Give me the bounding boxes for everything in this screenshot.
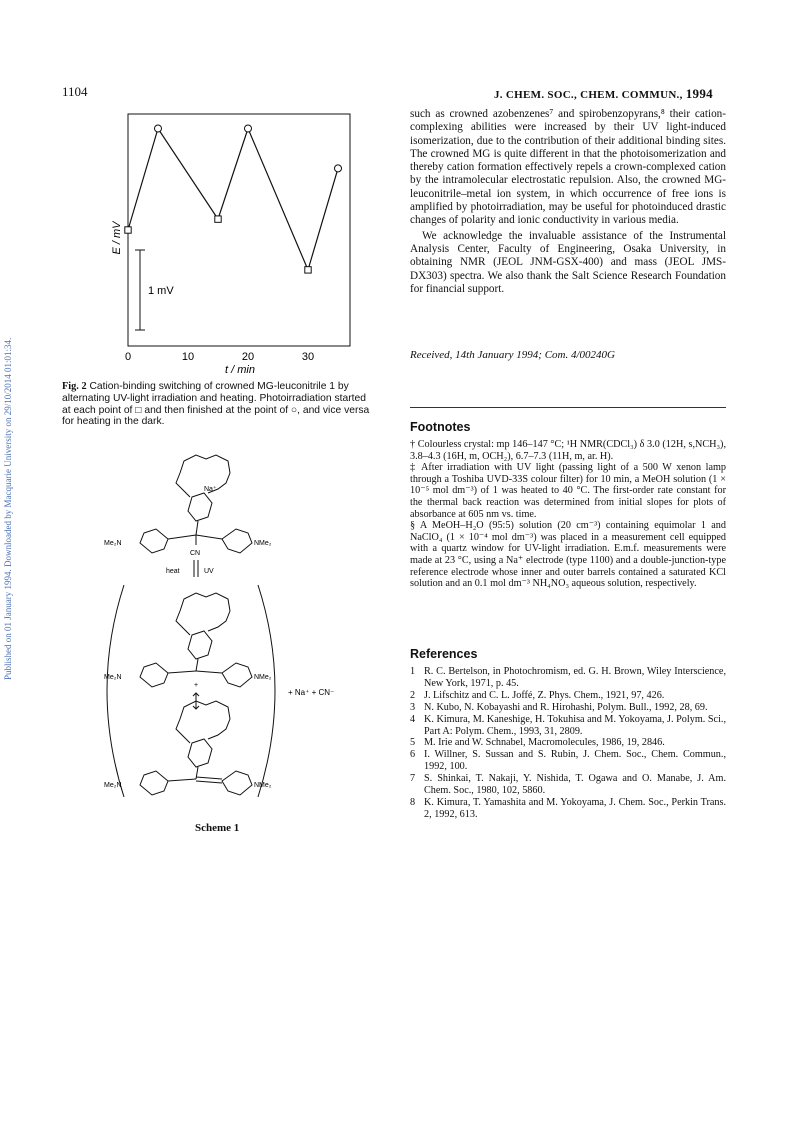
x-axis-label: t / min	[225, 364, 255, 376]
acknowledgement-paragraph: We acknowledge the invaluable assistance of the Instrumental Analysis Center, Faculty of Engineering, Osaka University, in obtaining NMR (JEOL JNM-GSX-400) and mass (JEOL JMS-DX303) spectra. We also thank the Salt Science Research Foundation for financial support.	[410, 229, 726, 295]
references-list	[410, 666, 726, 821]
circle-marker	[335, 165, 342, 172]
body-paragraph-1: such as crowned azobenzenes⁷ and spirobenzopyrans,⁸ their cation-complexing abilities were increased by their UV light-induced isomerization, due to the contribution of their additional binding sites. The crowned MG is quite different in that the photoisomerization and thereby cation formation effectively repels a crown-complexed cation by the intramolecular electrostatic repulsion. Also, the crowned MG-leuconitrile–metal ion system, in which occurrence of free ions is amplified by photoirradiation, may be useful for photoinduced drastic changes of polarity and ionic conductivity in various media.	[410, 108, 726, 227]
dimethylamino-right-label: NMe₂	[254, 540, 272, 547]
potential-series-line	[128, 129, 338, 270]
uv-label: UV	[204, 568, 214, 575]
cation-charge-label: +	[194, 682, 199, 689]
right-bracket	[258, 585, 275, 797]
y-axis-label: E / mV	[111, 221, 123, 255]
footnotes-heading: Footnotes	[410, 420, 471, 434]
plot-frame	[128, 114, 350, 346]
footnote-dagger: † Colourless crystal: mp 146–147 °C; ¹H NMR(CDCl₃) δ 3.0 (12H, s,NCH₃), 3.8–4.3 (16H, m, OCH₂), 6.7–7.3 (11H, m, ar. H).	[410, 439, 726, 462]
footnote-section: § A MeOH–H₂O (95:5) solution (20 cm⁻³) containing equimolar 1 and NaClO₄ (1 × 10⁻⁴ mol dm⁻³) was placed in a measurement cell equipped with a quartz window for UV-light irradiation. E.m.f. measurements were made at 23 °C, using a Na⁺ electrode (type 1100) and a double-junction-type reference electrode whose inner and outer barrels contained a saturated KCl solution and an 0.1 mol dm⁻³ NH₄NO₃ aqueous solution, respectively.	[410, 520, 726, 590]
x-ticks	[125, 351, 314, 363]
dimethyliminium-right-label: NMe₂	[254, 782, 272, 789]
body-text	[410, 108, 726, 296]
scheme-1-structures	[80, 425, 380, 817]
received-line: Received, 14th January 1994; Com. 4/00240G	[410, 349, 615, 361]
heat-uv-equilibrium-arrows	[194, 560, 198, 577]
heat-label: heat	[166, 568, 180, 575]
na-ion-label: Na⁺	[204, 486, 217, 493]
reference-item: 5 M. Irie and W. Schnabel, Macromolecules, 1986, 19, 2846.	[410, 737, 665, 749]
circle-marker	[155, 125, 162, 132]
caption-label: Fig. 2	[62, 381, 87, 392]
cyano-label: CN	[190, 550, 201, 557]
series-markers	[125, 125, 342, 273]
figure-caption	[62, 381, 370, 428]
crown-ether-na-complex	[176, 455, 230, 521]
reference-item: 8 K. Kimura, T. Yamashita and M. Yokoyama, J. Chem. Soc., Perkin Trans. 2, 1992, 613.	[410, 796, 726, 820]
left-bracket	[107, 585, 124, 797]
x-tick-label: 10	[181, 351, 195, 363]
circle-marker	[245, 125, 252, 132]
footnote-double-dagger: ‡ After irradiation with UV light (passing light of a 500 W xenon lamp through a Toshiba UVD-33S colour filter) for 10 min, a MeOH solution (1 × 10⁻⁵ mol dm⁻³) of 1 was heated to 40 °C. The first-order rate constant for the thermal back reaction was determined from initial slopes for plots of absorbance at 605 nm vs. time.	[410, 462, 726, 520]
journal-header	[494, 86, 713, 102]
reference-item: 4 K. Kimura, M. Kaneshige, H. Tokuhisa and M. Yokoyama, J. Polym. Sci., Part A: Polym. Chem., 1993, 31, 2809.	[410, 713, 726, 737]
dimethylamino-left-label-3: Me₂N	[104, 782, 122, 789]
download-watermark: Published on 01 January 1994. Downloaded by Macquarie University on 29/10/2014 01:01:34.	[3, 337, 13, 680]
x-tick-label: 20	[241, 351, 255, 363]
reference-item: 6 I. Willner, S. Sussan and S. Rubin, J. Chem. Soc., Chem. Commun., 1992, 100.	[410, 749, 726, 773]
section-divider	[410, 407, 726, 408]
references-heading: References	[410, 647, 478, 661]
reference-item: 3 N. Kubo, N. Kobayashi and R. Hirohashi, Polym. Bull., 1992, 28, 69.	[410, 701, 708, 713]
crown-ether-middle	[140, 593, 252, 687]
dimethylamino-left-label: Me₂N	[104, 540, 122, 547]
journal-name: J. CHEM. SOC., CHEM. COMMUN.,	[494, 89, 683, 101]
dimethylamino-right-label-2: NMe₂	[254, 674, 272, 681]
reference-item: 2 J. Lifschitz and C. L. Joffé, Z. Phys. Chem., 1921, 97, 426.	[410, 689, 665, 701]
caption-text: Cation-binding switching of crowned MG-leuconitrile 1 by alternating UV-light irradiation and heating. Photoirradiation started at each point of □ and then finished at the point of ○, and vice versa for heating in the dark.	[62, 381, 370, 428]
dimethylamino-left-label-2: Me₂N	[104, 674, 122, 681]
x-tick-label: 0	[124, 351, 132, 363]
square-marker	[305, 267, 311, 273]
x-tick-label: 30	[301, 351, 315, 363]
fig2-chart	[90, 110, 360, 380]
journal-year: 1994	[685, 86, 713, 101]
square-marker	[215, 216, 221, 222]
reference-item: 7 S. Shinkai, T. Nakaji, Y. Nishida, T. Ogawa and O. Manabe, J. Am. Chem. Soc., 1980, 102, 5860.	[410, 773, 726, 797]
scheme-label: Scheme 1	[195, 822, 240, 834]
scale-bar-label: 1 mV	[148, 285, 174, 297]
square-marker	[125, 227, 131, 233]
reference-item: 1 R. C. Bertelson, in Photochromism, ed. G. H. Brown, Wiley Interscience, New York, 1971, p. 45.	[410, 666, 726, 689]
page-number: 1104	[62, 84, 88, 99]
products-label: + Na⁺ + CN⁻	[288, 688, 335, 697]
footnotes-list	[410, 439, 726, 590]
leuconitrile-core	[140, 521, 252, 553]
crown-ether-bottom	[140, 701, 252, 795]
